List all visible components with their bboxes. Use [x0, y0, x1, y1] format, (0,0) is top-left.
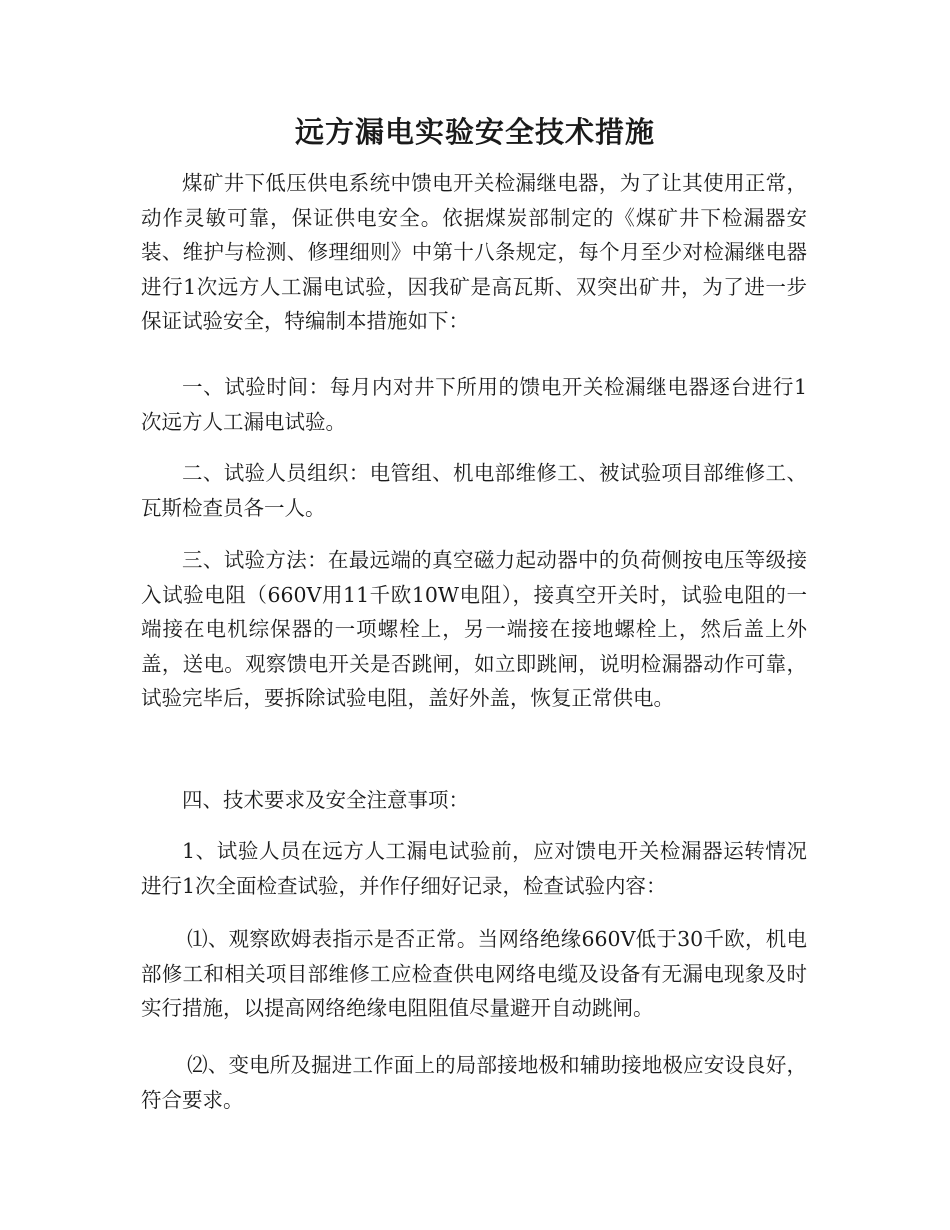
requirement-subitem-2: ⑵、变电所及掘进工作面上的局部接地极和辅助接地极应安设良好，符合要求。 [141, 1053, 807, 1112]
section-technical-requirements-heading: 四、技术要求及安全注意事项： [182, 788, 469, 812]
intro-paragraph: 煤矿井下低压供电系统中馈电开关检漏继电器，为了让其使用正常，动作灵敏可靠，保证供电安全。依据煤炭部制定的《煤矿井下检漏器安装、维护与检测、修理细则》中第十八条规定，每个月至少对检漏继电器进行1次远方人工漏电试验，因我矿是高瓦斯、双突出矿井，为了进一步保证试验安全，特编制本措施如下： [141, 171, 807, 333]
requirement-subitem-1: ⑴、观察欧姆表指示是否正常。当网络绝缘660V低于30千欧，机电部修工和相关项目部维修工应检查供电网络电缆及设备有无漏电现象及时实行措施，以提高网络绝缘电阻阻值尽量避开自动跳闸。 [141, 927, 807, 1020]
requirement-item-1: 1、试验人员在远方人工漏电试验前，应对馈电开关检漏器运转情况进行1次全面检查试验，并作仔细好记录，检查试验内容： [141, 839, 807, 898]
document-title: 远方漏电实验安全技术措施 [294, 115, 655, 149]
section-test-time: 一、试验时间：每月内对井下所用的馈电开关检漏继电器逐台进行1次远方人工漏电试验。 [141, 375, 807, 434]
section-test-personnel: 二、试验人员组织：电管组、机电部维修工、被试验项目部维修工、瓦斯检查员各一人。 [141, 461, 807, 520]
section-test-method: 三、试验方法：在最远端的真空磁力起动器中的负荷侧按电压等级接入试验电阻（660V用11千欧10W电阻），接真空开关时，试验电阻的一端接在电机综保器的一项螺栓上，另一端接在接地螺栓上，然后盖上外盖，送电。观察馈电开关是否跳闸，如立即跳闸，说明检漏器动作可靠，试验完毕后，要拆除试验电阻，盖好外盖，恢复正常供电。 [141, 548, 807, 710]
